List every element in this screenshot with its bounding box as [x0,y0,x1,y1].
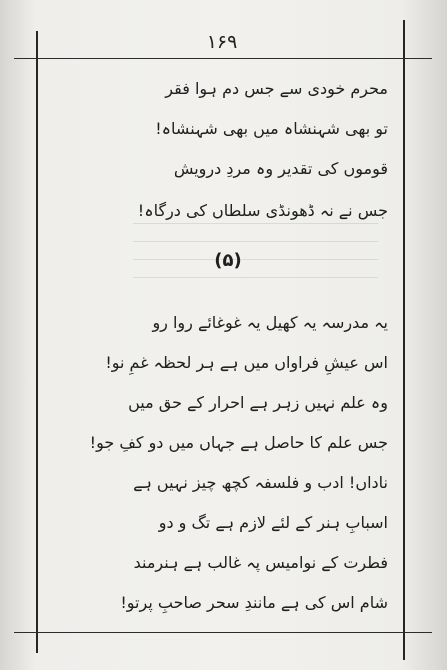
verse-line: محرم خودی سے جس دم ہوا فقر [165,79,388,98]
verse-line: وہ علم نہیں زہر ہے احرار کے حق میں [128,393,388,412]
verse-line: جس نے نہ ڈھونڈی سلطاں کی درگاہ! [137,201,388,220]
poem-block [70,300,388,620]
verse-line: قوموں کی تقدیر وہ مردِ درویش [173,159,388,178]
verse-line: تو بھی شہنشاہ میں بھی شہنشاہ! [155,119,388,138]
left-frame-line [36,31,38,653]
poem-block [70,72,388,232]
page-number: ۱۶۹ [206,31,238,53]
top-frame-line [14,58,432,59]
verse-line: فطرت کے نوامیس پہ غالب ہے ہنرمند [133,553,388,572]
bottom-frame-line [14,632,432,633]
verse-line: ناداں! ادب و فلسفہ کچھ چیز نہیں ہے [133,473,388,492]
show-through-text [133,223,378,305]
right-frame-line [403,20,405,660]
verse-line: یہ مدرسہ یہ کھیل یہ غوغائے روا رو [152,313,388,332]
verse-line: شام اس کی ہے مانندِ سحر صاحبِ پرتو! [120,593,388,612]
verse-line: اس عیشِ فراواں میں ہے ہر لحظہ غمِ نو! [105,353,388,372]
stanza-number: (۵) [214,250,242,271]
verse-line: اسبابِ ہنر کے لئے لازم ہے تگ و دو [158,513,388,532]
verse-line: جس علم کا حاصل ہے جہاں میں دو کفِ جو! [89,433,388,452]
